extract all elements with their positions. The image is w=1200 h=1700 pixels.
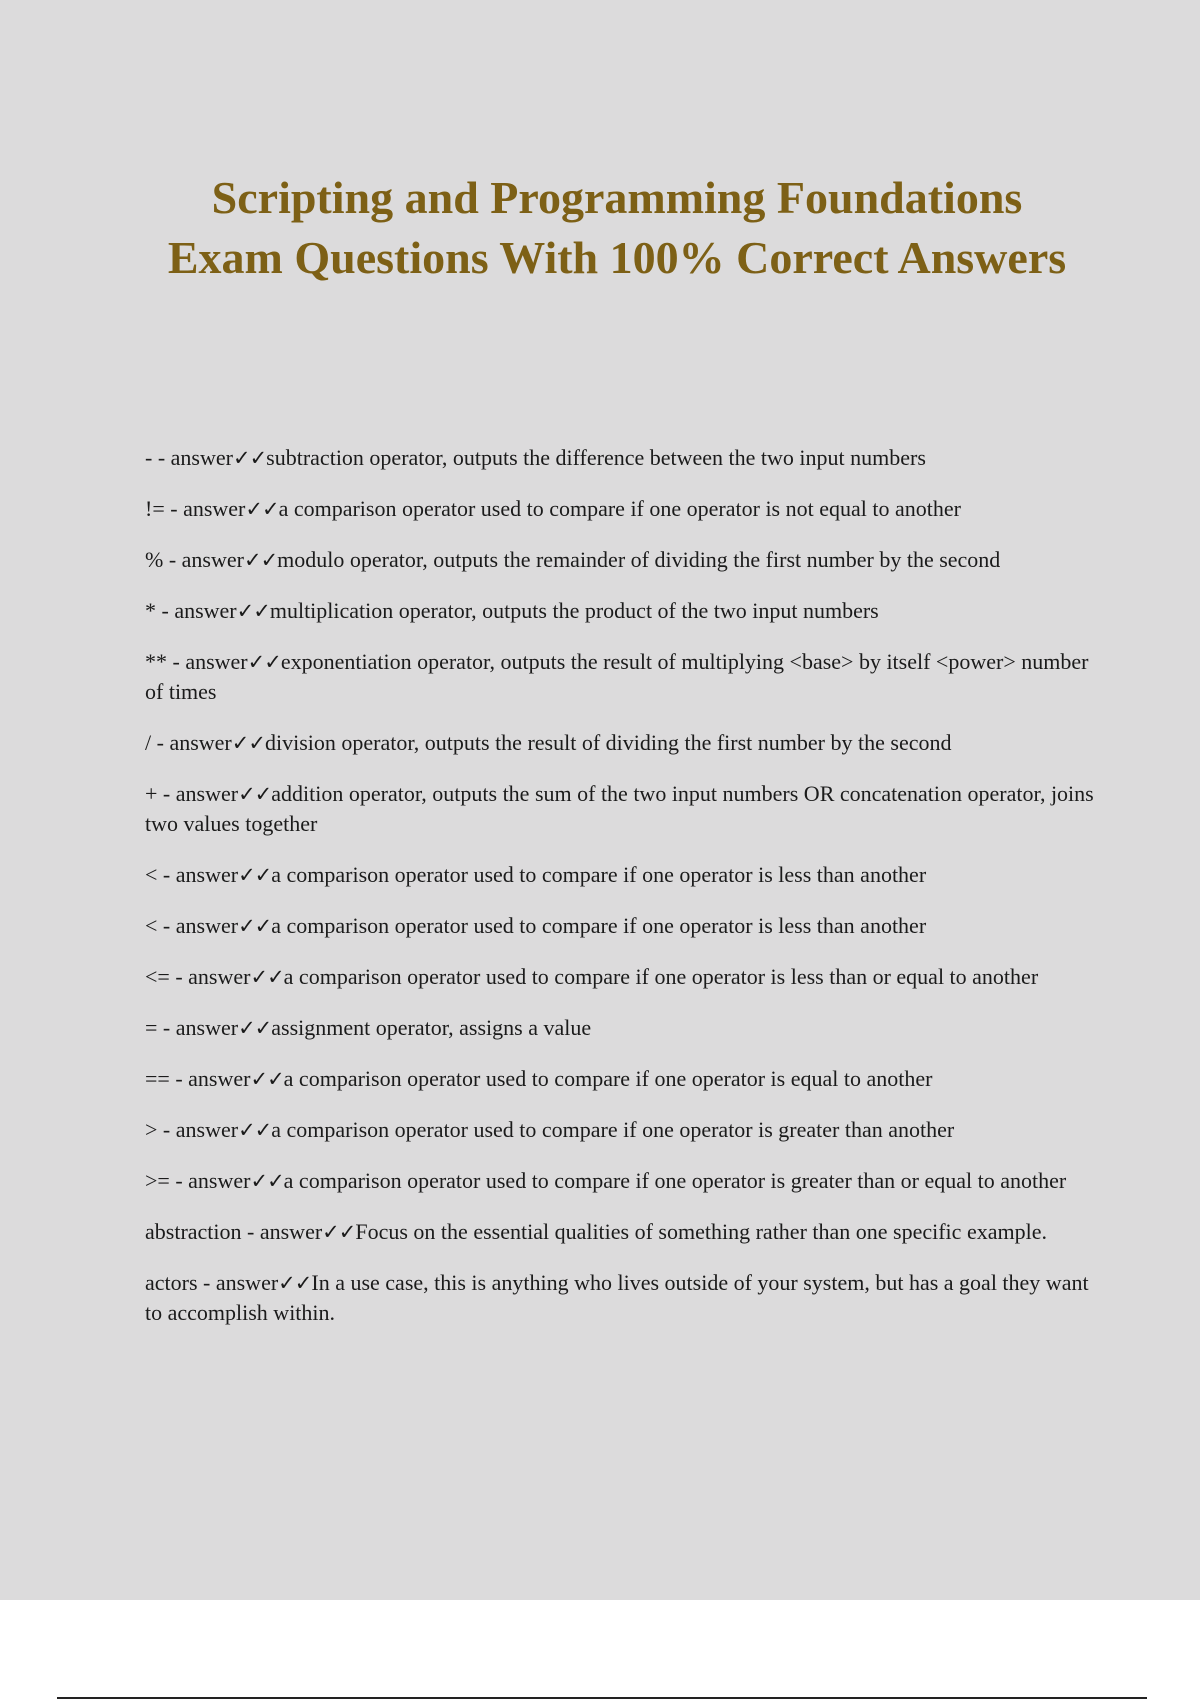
qa-separator: - bbox=[157, 1117, 176, 1142]
answer-marker: answer bbox=[188, 1066, 251, 1091]
qa-term: = bbox=[145, 1015, 158, 1040]
check-marks-icon: ✓✓ bbox=[238, 863, 272, 887]
qa-item bbox=[145, 779, 1095, 839]
check-marks-icon: ✓✓ bbox=[245, 497, 279, 521]
qa-term: * bbox=[145, 598, 156, 623]
qa-separator: - bbox=[169, 1168, 189, 1193]
qa-term: % bbox=[145, 547, 164, 572]
qa-item bbox=[145, 494, 1095, 524]
qa-term: < bbox=[145, 862, 158, 887]
qa-separator: - bbox=[151, 730, 170, 755]
qa-separator: - bbox=[157, 781, 176, 806]
qa-definition: a comparison operator used to compare if one operator is greater than another bbox=[271, 1117, 955, 1142]
qa-item bbox=[145, 911, 1095, 941]
check-marks-icon: ✓✓ bbox=[238, 1016, 272, 1040]
qa-definition: a comparison operator used to compare if one operator is greater than or equal to another bbox=[283, 1168, 1067, 1193]
qa-definition: assignment operator, assigns a value bbox=[271, 1015, 592, 1040]
qa-term: >= bbox=[145, 1168, 170, 1193]
check-marks-icon: ✓✓ bbox=[322, 1220, 356, 1244]
answer-marker: answer bbox=[215, 1270, 279, 1295]
qa-definition: Focus on the essential qualities of something rather than one specific example. bbox=[355, 1219, 1047, 1244]
check-marks-icon: ✓✓ bbox=[278, 1271, 312, 1295]
answer-marker: answer bbox=[170, 445, 233, 470]
qa-definition: a comparison operator used to compare if one operator is not equal to another bbox=[278, 496, 961, 521]
check-marks-icon: ✓✓ bbox=[232, 446, 267, 470]
answer-marker: answer bbox=[175, 862, 239, 887]
qa-term: - bbox=[145, 445, 153, 470]
footer-rule bbox=[57, 1697, 1147, 1699]
answer-marker: answer bbox=[175, 913, 239, 938]
check-marks-icon: ✓✓ bbox=[250, 965, 284, 989]
qa-definition: multiplication operator, outputs the product of the two input numbers bbox=[269, 598, 879, 623]
answer-marker: answer bbox=[175, 1015, 239, 1040]
answer-marker: answer bbox=[169, 730, 232, 755]
qa-definition: subtraction operator, outputs the difference between the two input numbers bbox=[266, 445, 926, 470]
check-marks-icon: ✓✓ bbox=[247, 650, 281, 674]
qa-item bbox=[145, 1115, 1095, 1145]
qa-item bbox=[145, 443, 1095, 473]
qa-term: <= bbox=[145, 964, 170, 989]
qa-definition: a comparison operator used to compare if one operator is less than or equal to another bbox=[283, 964, 1039, 989]
qa-term: < bbox=[145, 913, 158, 938]
answer-marker: answer bbox=[188, 1168, 251, 1193]
qa-term: abstraction bbox=[145, 1219, 242, 1244]
qa-separator: - bbox=[157, 1015, 176, 1040]
qa-definition: addition operator, outputs the sum of the two input numbers OR concatenation operator, joins two values together bbox=[145, 781, 1094, 836]
qa-definition: modulo operator, outputs the remainder of dividing the first number by the second bbox=[277, 547, 1001, 572]
qa-definition: exponentiation operator, outputs the result of multiplying <base> by itself <power> number of times bbox=[145, 649, 1089, 704]
check-marks-icon: ✓✓ bbox=[243, 548, 278, 572]
qa-definition: a comparison operator used to compare if one operator is less than another bbox=[271, 862, 927, 887]
answer-marker: answer bbox=[181, 547, 244, 572]
answer-marker: answer bbox=[259, 1219, 323, 1244]
qa-definition: division operator, outputs the result of dividing the first number by the second bbox=[264, 730, 952, 755]
check-marks-icon: ✓✓ bbox=[238, 914, 272, 938]
qa-item bbox=[145, 860, 1095, 890]
qa-item bbox=[145, 647, 1095, 707]
qa-separator: - bbox=[152, 445, 171, 470]
qa-term: ** bbox=[145, 649, 167, 674]
qa-separator: - bbox=[241, 1219, 260, 1244]
qa-separator: - bbox=[157, 913, 176, 938]
qa-term: actors bbox=[145, 1270, 198, 1295]
qa-item bbox=[145, 1268, 1095, 1328]
qa-separator: - bbox=[164, 496, 184, 521]
qa-term: == bbox=[145, 1066, 170, 1091]
qa-item bbox=[145, 1217, 1095, 1247]
qa-item bbox=[145, 962, 1095, 992]
qa-term: + bbox=[145, 781, 158, 806]
check-marks-icon: ✓✓ bbox=[238, 1118, 272, 1142]
answer-marker: answer bbox=[175, 781, 239, 806]
qa-list bbox=[145, 443, 1095, 1349]
qa-separator: - bbox=[167, 649, 186, 674]
check-marks-icon: ✓✓ bbox=[238, 782, 272, 806]
qa-item bbox=[145, 728, 1095, 758]
answer-marker: answer bbox=[185, 649, 248, 674]
qa-item bbox=[145, 1013, 1095, 1043]
qa-separator: - bbox=[197, 1270, 216, 1295]
answer-marker: answer bbox=[188, 964, 251, 989]
qa-item bbox=[145, 596, 1095, 626]
check-marks-icon: ✓✓ bbox=[231, 731, 265, 755]
qa-definition: In a use case, this is anything who lives outside of your system, but has a goal they want to accomplish within. bbox=[145, 1270, 1089, 1325]
check-marks-icon: ✓✓ bbox=[236, 599, 270, 623]
answer-marker: answer bbox=[175, 1117, 239, 1142]
document-title: Scripting and Programming Foundations Exam Questions With 100% Correct Answers bbox=[167, 172, 1067, 283]
page-bottom-area bbox=[0, 1600, 1200, 1700]
qa-separator: - bbox=[157, 862, 176, 887]
qa-definition: a comparison operator used to compare if one operator is equal to another bbox=[283, 1066, 933, 1091]
check-marks-icon: ✓✓ bbox=[250, 1169, 284, 1193]
qa-term: / bbox=[145, 730, 152, 755]
qa-item bbox=[145, 545, 1095, 575]
qa-separator: - bbox=[163, 547, 182, 572]
check-marks-icon: ✓✓ bbox=[250, 1067, 284, 1091]
answer-marker: answer bbox=[183, 496, 246, 521]
qa-item bbox=[145, 1166, 1095, 1196]
qa-separator: - bbox=[156, 598, 175, 623]
qa-item bbox=[145, 1064, 1095, 1094]
qa-separator: - bbox=[169, 1066, 189, 1091]
answer-marker: answer bbox=[174, 598, 237, 623]
qa-term: != bbox=[145, 496, 165, 521]
qa-definition: a comparison operator used to compare if one operator is less than another bbox=[271, 913, 927, 938]
qa-term: > bbox=[145, 1117, 158, 1142]
qa-separator: - bbox=[169, 964, 189, 989]
